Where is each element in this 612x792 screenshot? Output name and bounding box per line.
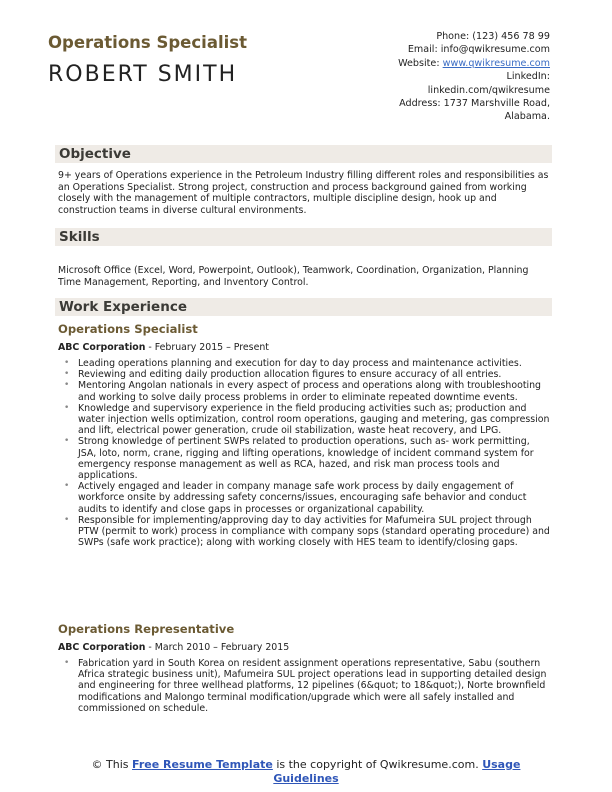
- bullet-icon: •: [64, 380, 70, 391]
- job-bullets: [58, 358, 550, 548]
- header-job-title: Operations Specialist: [48, 33, 247, 52]
- list-item: [58, 515, 550, 549]
- usage-guidelines-link-part1[interactable]: Usage: [482, 758, 521, 771]
- job-company-line: [58, 342, 269, 353]
- usage-guidelines-link-part2[interactable]: Guidelines: [273, 772, 339, 785]
- job-title: Operations Specialist: [58, 322, 198, 336]
- company-name: ABC Corporation: [58, 642, 146, 653]
- list-item: [58, 358, 550, 369]
- skills-heading: Skills: [55, 228, 552, 246]
- candidate-name: ROBERT SMITH: [48, 62, 238, 87]
- footer-prefix: © This: [91, 758, 133, 771]
- contact-linkedin-url: linkedin.com/qwikresume: [427, 84, 550, 96]
- bullet-text: Knowledge and supervisory experience in the field producing activities such as; production and water injection wells optimization, control room operations, gauging and metering, gas compression and lift, electrical power generation, crude oil stabilization, waste heat recovery, and LPG.: [78, 402, 550, 437]
- bullet-icon: •: [64, 369, 70, 380]
- objective-text: 9+ years of Operations experience in the Petroleum Industry filling different roles and responsibilities as an Operations Specialist. Strong project, construction and process background gained from working closely with the management of multiple contractors, multiple discipline design, hook up and construction teams in diverse cultural environments.: [58, 170, 549, 216]
- job-dates: - March 2010 – February 2015: [145, 642, 290, 653]
- list-item: [58, 403, 550, 437]
- contact-linkedin-label: LinkedIn:: [506, 71, 550, 83]
- list-item: [58, 436, 550, 481]
- bullet-text: Responsible for implementing/approving day to day activities for Mafumeira SUL project through PTW (permit to work) process in compliance with company sops (standard operating procedure) and SWPs (safe work practice); along with working closely with HES team to identify/closing gaps.: [78, 514, 550, 549]
- job-dates: - February 2015 – Present: [145, 342, 269, 353]
- bullet-text: Actively engaged and leader in company manage safe work process by daily engagement of workforce onsite by addressing safety concerns/issues, encouraging safe behavior and conduct audits to identify and close gaps in processes or organizational capability.: [78, 481, 527, 515]
- list-item: [58, 380, 550, 402]
- bullet-text: Reviewing and editing daily production allocation figures to ensure accuracy of all entries.: [78, 369, 502, 381]
- job-title: Operations Representative: [58, 622, 235, 636]
- bullet-icon: •: [64, 436, 70, 447]
- bullet-icon: •: [64, 481, 70, 492]
- list-item: [58, 481, 550, 515]
- objective-heading: Objective: [55, 145, 552, 163]
- bullet-text: Leading operations planning and execution for day to day process and maintenance activities.: [78, 358, 522, 369]
- job-company-line: [58, 642, 289, 653]
- bullet-text: Mentoring Angolan nationals in every aspect of process and operations along with troubleshooting and working to solve daily process problems in order to eliminate repeated downtime events.: [78, 380, 542, 403]
- list-item: [58, 369, 550, 380]
- contact-block: [310, 30, 550, 124]
- bullet-icon: •: [64, 358, 70, 368]
- bullet-icon: •: [64, 402, 70, 413]
- website-label: Website:: [398, 57, 443, 69]
- contact-website: [310, 57, 550, 70]
- contact-address-line1: Address: 1737 Marshville Road,: [399, 98, 550, 110]
- bullet-icon: •: [64, 514, 70, 525]
- list-item: [58, 658, 550, 714]
- work-experience-heading: Work Experience: [55, 298, 552, 316]
- contact-phone: Phone: (123) 456 78 99: [436, 31, 550, 42]
- contact-address-line2: Alabama.: [504, 111, 550, 123]
- contact-email: Email: info@qwikresume.com: [407, 44, 550, 56]
- bullet-icon: •: [64, 658, 70, 668]
- free-resume-template-link[interactable]: Free Resume Template: [132, 758, 273, 771]
- job-bullets: [58, 658, 550, 714]
- copyright-footer: [0, 758, 612, 786]
- website-link[interactable]: www.qwikresume.com: [442, 57, 550, 69]
- bullet-text: Strong knowledge of pertinent SWPs related to production operations, such as- work permitting, JSA, loto, norm, crane, rigging and lifting operations, knowledge of incident command system for emergency response management as well as RCA, hazed, and risk man process tools and applications.: [78, 436, 534, 482]
- company-name: ABC Corporation: [58, 342, 146, 353]
- skills-text: Microsoft Office (Excel, Word, Powerpoint, Outlook), Teamwork, Coordination, Organization, Planning Time Management, Reporting, and Inventory Control.: [58, 265, 529, 288]
- bullet-text: Fabrication yard in South Korea on resident assignment operations representative, Sabu (southern Africa strategic business unit), Mafumeira SUL project operations lead in supporting detailed design and engineering for three wellhead platforms, 12 pipelines (6&quot; to 18&quot;), Norte brownfield modifications and Malongo terminal modification/upgrade which were all safely installed and commissioned on schedule.: [78, 658, 547, 714]
- footer-middle: is the copyright of Qwikresume.com.: [272, 758, 483, 771]
